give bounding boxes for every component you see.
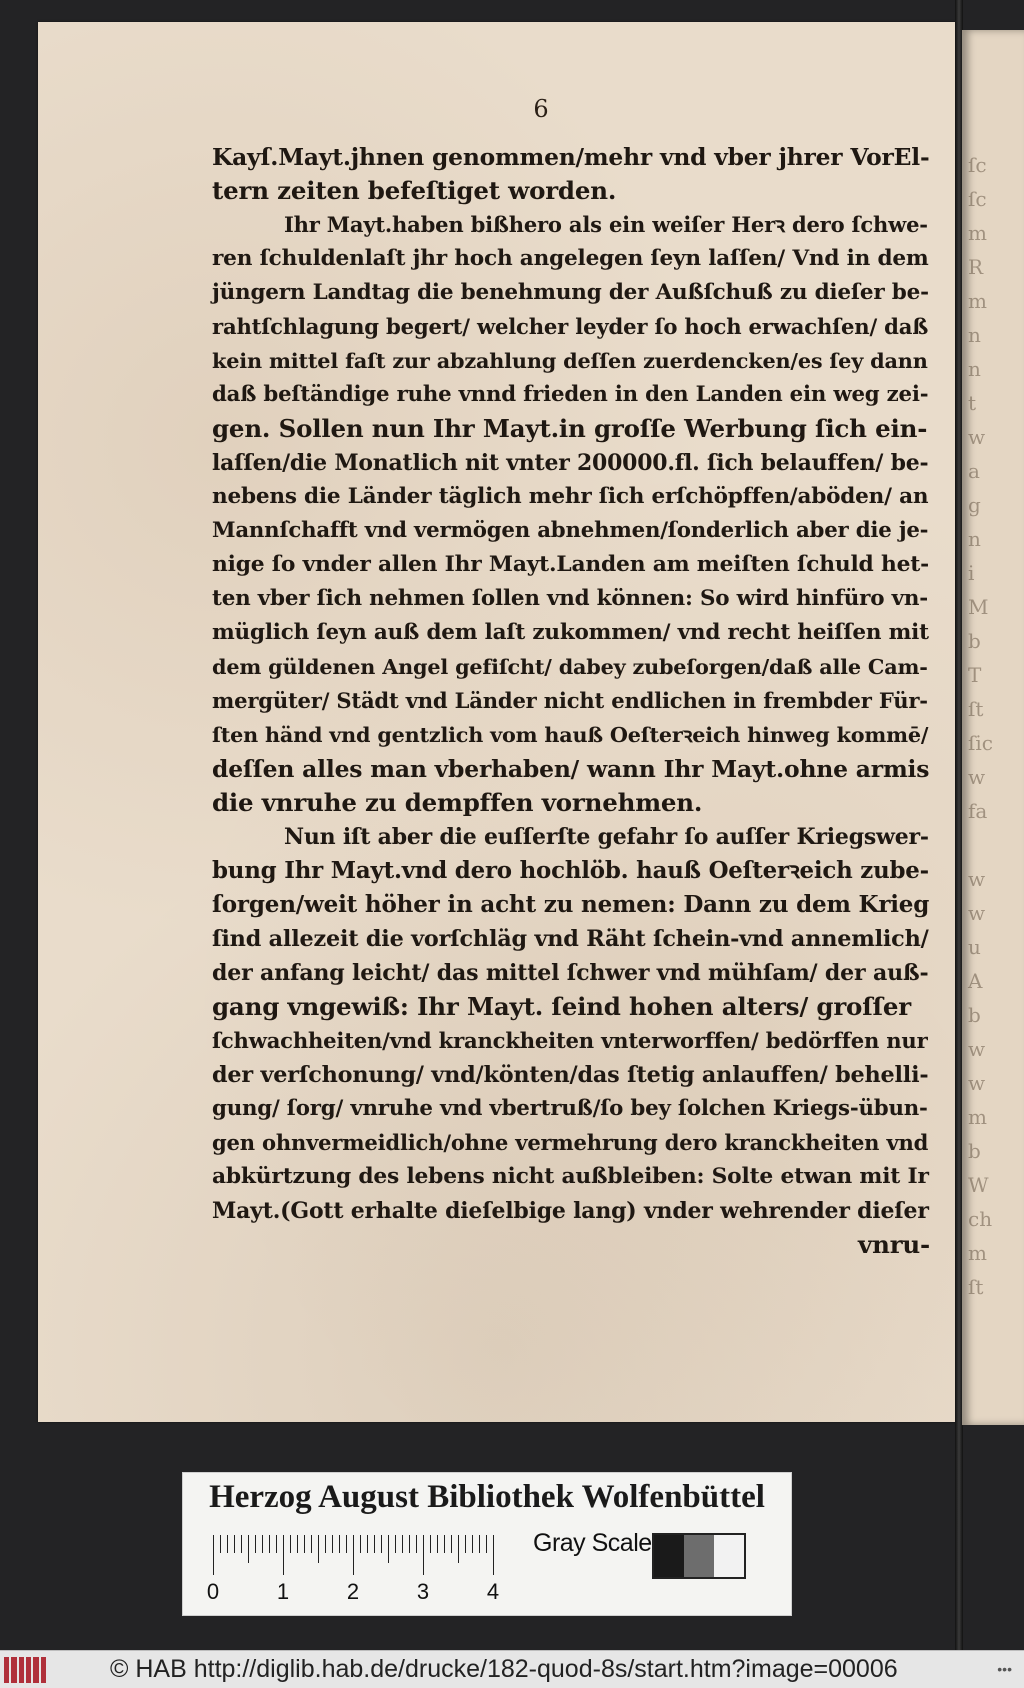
ruler-tick — [395, 1535, 396, 1553]
ruler-tick — [409, 1535, 410, 1553]
facing-page-fragment: ſc — [968, 153, 987, 177]
facing-page-fragment: ſic — [968, 731, 993, 755]
facing-page-fragment: m — [968, 1241, 987, 1265]
gray-scale-label: Gray Scale — [533, 1529, 652, 1557]
more-options-icon[interactable]: ••• — [997, 1661, 1012, 1677]
text-line: gang vngewiß: Ihr Mayt. ſeind hohen alters/ groſſer — [212, 992, 911, 1021]
ruler-tick — [479, 1535, 480, 1553]
facing-page-fragment: w — [968, 901, 986, 925]
ruler-tick — [423, 1535, 424, 1575]
ruler-label: 2 — [346, 1579, 360, 1604]
facing-page-fragment — [968, 828, 1024, 862]
text-line: Ihr Mayt.haben bißhero als ein weiſer Herꝛ dero ſchwe- — [284, 212, 928, 237]
catchword: vnru- — [858, 1230, 930, 1259]
text-line: Mayt.(Gott erhalte dieſelbige lang) vnder wehrender dieſer — [212, 1198, 929, 1224]
facing-page-fragment: a — [968, 459, 980, 483]
facing-page-fragments — [968, 148, 1024, 1304]
ruler-tick — [318, 1535, 319, 1563]
text-line: daß beſtändige ruhe vnnd frieden in den Landen ein weg zei- — [212, 382, 929, 407]
text-line: gen ohnvermeidlich/ohne vermehrung dero kranckheiten vnd — [212, 1130, 929, 1155]
page-text — [212, 140, 930, 1262]
facing-page-fragment: n — [968, 357, 981, 381]
text-line: rahtſchlagung begert/ welcher leyder ſo hoch erwachſen/ daß — [212, 314, 929, 339]
text-line: dem güldenen Angel gefiſcht/ dabey zubeſorgen/daß alle Cam- — [212, 654, 928, 679]
ruler-tick — [276, 1535, 277, 1553]
ruler-tick — [325, 1535, 326, 1553]
facing-page-fragment: w — [968, 1037, 986, 1061]
text-line: tern zeiten befeſtiget worden. — [212, 176, 617, 205]
text-line: laſſen/die Monatlich nit vnter 200000.fl. ſich belauffen/ be- — [212, 450, 929, 476]
facing-page-fragment: u — [968, 935, 981, 959]
facing-page-fragment: ſt — [968, 1275, 984, 1299]
ruler-tick — [283, 1535, 284, 1575]
ruler-tick — [416, 1535, 417, 1553]
text-line: ſorgen/weit höher in acht zu nemen: Dann zu dem Krieg — [212, 891, 930, 918]
facing-page-fragment: n — [968, 323, 981, 347]
text-line: ten vber ſich nehmen ſollen vnd können: So wird hinfüro vn- — [212, 586, 928, 611]
ruler-tick — [486, 1535, 487, 1553]
viewer-footer — [0, 1650, 1024, 1688]
swatch-dark — [654, 1535, 684, 1577]
ruler-tick — [472, 1535, 473, 1553]
ruler-tick — [227, 1535, 228, 1553]
ruler-tick — [374, 1535, 375, 1553]
ruler-label: 0 — [206, 1579, 220, 1604]
ruler-tick — [248, 1535, 249, 1563]
ruler-tick — [262, 1535, 263, 1553]
facing-page-fragment: b — [968, 1003, 981, 1027]
ruler-label: 1 — [276, 1579, 290, 1604]
ruler-tick — [444, 1535, 445, 1553]
ruler-tick — [402, 1535, 403, 1553]
hab-logo-icon — [4, 1657, 46, 1683]
facing-page-fragment: w — [968, 425, 986, 449]
text-line: Nun iſt aber die euſſerſte gefahr ſo auſſer Kriegswer- — [284, 824, 929, 850]
text-line: Mannſchafft vnd vermögen abnehmen/ſonderlich aber die je- — [212, 518, 929, 543]
color-calibration-card — [182, 1472, 792, 1616]
facing-page-fragment: m — [968, 1105, 987, 1129]
text-line: kein mittel faſt zur abzahlung deſſen zuerdencken/es ſey dann — [212, 348, 928, 373]
ruler-tick — [381, 1535, 382, 1553]
text-line: deſſen alles man vberhaben/ wann Ihr Mayt.ohne armis — [212, 755, 930, 783]
gray-scale-swatches — [652, 1533, 746, 1579]
ruler-tick — [255, 1535, 256, 1553]
facing-page-fragment: b — [968, 1139, 981, 1163]
ruler-tick — [430, 1535, 431, 1553]
swatch-mid — [684, 1535, 714, 1577]
ruler-tick — [388, 1535, 389, 1563]
swatch-light — [714, 1535, 744, 1577]
ruler-tick — [297, 1535, 298, 1553]
ruler-tick — [220, 1535, 221, 1553]
scale-ruler — [206, 1535, 513, 1604]
facing-page-fragment: fa — [968, 799, 988, 823]
ruler-label: 4 — [486, 1579, 500, 1604]
text-line: ſten händ vnd gentzlich vom hauß Oeſterꝛeich hinweg kommē/ — [212, 723, 929, 747]
ruler-tick — [493, 1535, 494, 1575]
ruler-tick — [339, 1535, 340, 1553]
ruler-tick — [213, 1535, 214, 1575]
facing-page-fragment: w — [968, 1071, 986, 1095]
text-line: ren ſchuldenlaſt jhr hoch angelegen ſeyn laſſen/ Vnd in dem — [212, 246, 929, 271]
facing-page-fragment: m — [968, 221, 987, 245]
ruler-tick — [241, 1535, 242, 1553]
text-line: müglich ſeyn auß dem laſt zukommen/ vnd recht heiſſen mit — [212, 620, 929, 645]
facing-page-fragment: ſt — [968, 697, 984, 721]
ruler-tick — [269, 1535, 270, 1553]
text-line: der anfang leicht/ das mittel ſchwer vnd mühſam/ der auß- — [212, 960, 929, 986]
facing-page-fragment: i — [968, 561, 975, 585]
text-line: jüngern Landtag die benehmung der Außſchuß zu dieſer be- — [212, 280, 929, 305]
facing-page-fragment: R — [968, 255, 984, 279]
ruler-tick — [353, 1535, 354, 1575]
text-line: gung/ ſorg/ vnruhe vnd vbertruß/ſo bey ſolchen Kriegs-übun- — [212, 1096, 928, 1121]
text-line: ſchwachheiten/vnd kranckheiten vnterworffen/ bedörffen nur — [212, 1028, 928, 1053]
source-link[interactable]: © HAB http://diglib.hab.de/drucke/182-quod-8s/start.htm?image=00006 — [110, 1655, 898, 1683]
text-line: nige ſo vnder allen Ihr Mayt.Landen am meiſten ſchuld het- — [212, 552, 929, 577]
facing-page-fragment: n — [968, 527, 981, 551]
ruler-tick — [437, 1535, 438, 1553]
ruler-tick — [360, 1535, 361, 1553]
ruler-tick — [346, 1535, 347, 1553]
text-line: bung Ihr Mayt.vnd dero hochlöb. hauß Oeſterꝛeich zube- — [212, 858, 929, 884]
ruler-tick — [234, 1535, 235, 1553]
facing-page-fragment: w — [968, 765, 986, 789]
facing-page-edge — [962, 30, 1024, 1425]
ruler-label: 3 — [416, 1579, 430, 1604]
facing-page-fragment: A — [968, 969, 983, 993]
text-line: die vnruhe zu dempffen vornehmen. — [212, 788, 703, 817]
facing-page-fragment: t — [968, 391, 977, 415]
facing-page-fragment: g — [968, 493, 981, 517]
text-line: Kayſ.Mayt.jhnen genommen/mehr vnd vber jhrer VorEl- — [212, 143, 930, 171]
facing-page-fragment: W — [968, 1173, 989, 1197]
text-line: abkürtzung des lebens nicht außbleiben: Solte etwan mit Ir — [212, 1164, 929, 1189]
facing-page-fragment: T — [968, 663, 982, 687]
card-title: Herzog August Bibliothek Wolfenbüttel — [209, 1479, 765, 1515]
facing-page-fragment: b — [968, 629, 981, 653]
ruler-tick — [465, 1535, 466, 1553]
text-line: gen. Sollen nun Ihr Mayt.in groſſe Werbung ſich ein- — [212, 414, 928, 443]
text-line: ſind allezeit die vorſchläg vnd Räht ſchein-vnd annemlich/ — [212, 926, 929, 952]
ruler-tick — [367, 1535, 368, 1553]
ruler-tick — [458, 1535, 459, 1563]
text-line: der verſchonung/ vnd/könten/das ſtetig anlauffen/ behelli- — [212, 1062, 929, 1088]
facing-page-fragment: ch — [968, 1207, 993, 1231]
facing-page-fragment: ſc — [968, 187, 987, 211]
ruler-tick — [290, 1535, 291, 1553]
ruler-tick — [311, 1535, 312, 1553]
facing-page-fragment: m — [968, 289, 987, 313]
text-line: nebens die Länder täglich mehr ſich erſchöpffen/aböden/ an — [212, 484, 929, 509]
page-number: 6 — [533, 95, 549, 123]
facing-page-fragment: w — [968, 867, 986, 891]
facing-page-fragment: M — [968, 595, 989, 619]
ruler-tick — [451, 1535, 452, 1553]
ruler-tick — [332, 1535, 333, 1553]
ruler-tick — [304, 1535, 305, 1553]
text-line: mergüter/ Städt vnd Länder nicht endlichen in frembder Für- — [212, 688, 928, 713]
